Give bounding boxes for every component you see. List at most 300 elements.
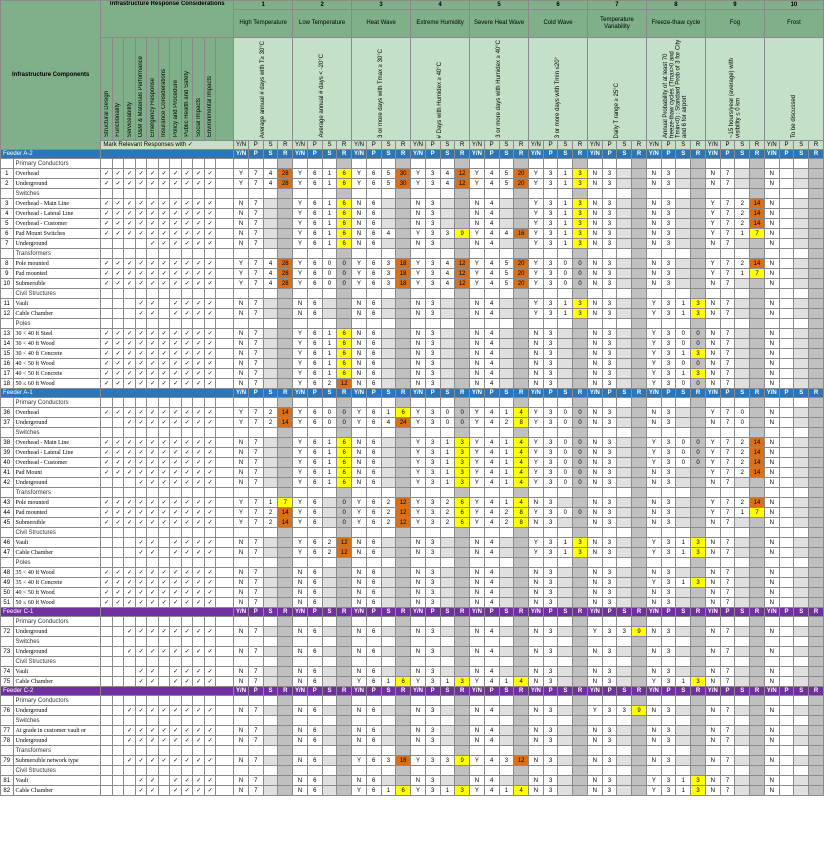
cell — [440, 289, 455, 299]
risk-cell — [750, 418, 765, 428]
cell — [263, 398, 278, 408]
score-cell — [779, 418, 794, 428]
score-cell: 1 — [499, 498, 514, 508]
check-cell: ✓ — [181, 736, 193, 746]
check-cell: ✓ — [193, 588, 205, 598]
yn-cell: N — [352, 706, 367, 716]
score-cell: 5 — [499, 259, 514, 269]
check-cell: ✓ — [181, 169, 193, 179]
cell — [322, 159, 337, 169]
yn-cell: N — [646, 627, 661, 637]
risk-cell: 6 — [337, 199, 352, 209]
yn-cell: Y — [352, 508, 367, 518]
cell — [809, 657, 824, 667]
check-cell: ✓ — [204, 408, 216, 418]
yn-cell: Y — [705, 229, 720, 239]
ynpsr-header: P — [307, 150, 322, 159]
cell — [112, 617, 124, 627]
score-cell: 2 — [499, 518, 514, 528]
ynpsr-header: P — [484, 389, 499, 398]
risk-cell — [573, 726, 588, 736]
risk-cell: 6 — [337, 369, 352, 379]
check-cell: ✓ — [170, 329, 182, 339]
yn-cell: Y — [411, 498, 426, 508]
cell — [691, 766, 706, 776]
cell — [216, 179, 234, 189]
score-cell: 7 — [720, 359, 735, 369]
yn-cell: N — [764, 309, 779, 319]
score-cell: 6 — [366, 647, 381, 657]
yn-cell: N — [646, 259, 661, 269]
yn-cell: N — [764, 418, 779, 428]
risk-cell — [691, 726, 706, 736]
yn-cell: N — [705, 369, 720, 379]
cell — [470, 558, 485, 568]
yn-cell: N — [764, 349, 779, 359]
score-cell — [263, 598, 278, 608]
yn-cell: N — [587, 199, 602, 209]
ynpsr-header: P — [366, 687, 381, 696]
yn-cell: Y — [587, 627, 602, 637]
cell — [543, 766, 558, 776]
score-cell: 3 — [543, 408, 558, 418]
cell — [135, 617, 147, 627]
yn-cell: Y — [705, 269, 720, 279]
yn-cell: Y — [470, 468, 485, 478]
check-cell: ✓ — [204, 726, 216, 736]
ynpsr-header: R — [278, 141, 293, 150]
consideration-label — [204, 38, 216, 141]
cell — [425, 657, 440, 667]
risk-cell: 14 — [750, 209, 765, 219]
score-cell: 6 — [307, 169, 322, 179]
cell — [602, 558, 617, 568]
cell — [779, 696, 794, 706]
risk-cell — [632, 518, 647, 528]
yn-cell: N — [411, 598, 426, 608]
yn-cell: N — [234, 349, 249, 359]
risk-cell: 6 — [455, 498, 470, 508]
yn-cell: Y — [293, 219, 308, 229]
hazard-description-text: # Days with Humidex ≥ 40°C — [436, 61, 443, 138]
score-cell: 3 — [602, 736, 617, 746]
yn-cell: Y — [529, 448, 544, 458]
row-number — [1, 249, 14, 259]
score-cell — [676, 418, 691, 428]
ynpsr-header: Y/N — [529, 141, 544, 150]
check-cell: ✓ — [135, 706, 147, 716]
risk-cell — [573, 667, 588, 677]
score-cell — [735, 647, 750, 657]
score-cell: 3 — [543, 458, 558, 468]
ynpsr-header: P — [779, 141, 794, 150]
score-cell: 6 — [366, 468, 381, 478]
score-cell — [440, 667, 455, 677]
yn-cell: N — [529, 339, 544, 349]
cell — [470, 617, 485, 627]
score-cell: 1 — [263, 498, 278, 508]
ynpsr-header: S — [794, 608, 809, 617]
cell — [646, 159, 661, 169]
cell — [278, 617, 293, 627]
score-cell — [617, 229, 632, 239]
cell — [646, 528, 661, 538]
cell — [691, 189, 706, 199]
score-cell: 3 — [661, 498, 676, 508]
yn-cell: Y — [352, 259, 367, 269]
cell — [352, 319, 367, 329]
risk-cell: 0 — [337, 259, 352, 269]
score-cell — [263, 667, 278, 677]
consideration-label — [170, 38, 182, 141]
ynpsr-header: S — [322, 389, 337, 398]
score-cell: 3 — [425, 408, 440, 418]
cell — [216, 159, 234, 169]
cell — [293, 428, 308, 438]
yn-cell: Y — [529, 179, 544, 189]
component-name: Pole mounted — [13, 498, 101, 508]
cell — [440, 159, 455, 169]
cell — [307, 289, 322, 299]
score-cell: 3 — [602, 299, 617, 309]
check-cell: ✓ — [170, 359, 182, 369]
hazard-name: Heat Wave — [352, 10, 411, 38]
row-number: 37 — [1, 418, 14, 428]
component-row — [1, 199, 824, 209]
score-cell — [558, 339, 573, 349]
ynpsr-header: R — [396, 608, 411, 617]
score-cell: 1 — [322, 169, 337, 179]
risk-cell — [278, 756, 293, 766]
score-cell: 6 — [307, 548, 322, 558]
hazard-name: High Temperature — [234, 10, 293, 38]
cell — [455, 488, 470, 498]
row-number: 72 — [1, 627, 14, 637]
cell — [558, 428, 573, 438]
ynpsr-header: Y/N — [293, 608, 308, 617]
score-cell: 3 — [543, 349, 558, 359]
check-cell: ✓ — [170, 458, 182, 468]
cell — [278, 558, 293, 568]
yn-cell: N — [352, 349, 367, 359]
cell — [676, 696, 691, 706]
cell — [135, 189, 147, 199]
cell — [779, 558, 794, 568]
score-cell: 3 — [602, 468, 617, 478]
component-name: Overhead - Lateral Line — [13, 448, 101, 458]
check-cell: ✓ — [170, 209, 182, 219]
score-cell: 3 — [425, 647, 440, 657]
cell — [216, 598, 234, 608]
score-cell: 7 — [720, 588, 735, 598]
yn-cell: N — [234, 379, 249, 389]
cell — [366, 637, 381, 647]
risk-cell — [396, 339, 411, 349]
yn-cell: N — [646, 199, 661, 209]
cell — [691, 319, 706, 329]
cell — [484, 428, 499, 438]
cell — [307, 558, 322, 568]
ynpsr-header: R — [514, 608, 529, 617]
cell — [307, 766, 322, 776]
cell — [543, 716, 558, 726]
cell — [158, 657, 170, 667]
cell — [735, 319, 750, 329]
score-cell — [617, 508, 632, 518]
ynpsr-header: S — [263, 150, 278, 159]
score-cell: 7 — [248, 568, 263, 578]
risk-cell — [337, 568, 352, 578]
ynpsr-header: Y/N — [234, 608, 249, 617]
cell — [170, 716, 182, 726]
risk-cell — [396, 538, 411, 548]
score-cell — [779, 468, 794, 478]
yn-cell: Y — [293, 468, 308, 478]
score-cell — [676, 706, 691, 716]
risk-cell — [632, 756, 647, 766]
score-cell: 3 — [543, 498, 558, 508]
cell — [170, 558, 182, 568]
score-cell — [617, 339, 632, 349]
score-cell: 7 — [248, 199, 263, 209]
check-cell: ✓ — [101, 458, 113, 468]
cell — [425, 398, 440, 408]
yn-cell: N — [646, 588, 661, 598]
component-row — [1, 169, 824, 179]
risk-cell — [809, 518, 824, 528]
ynpsr-header: P — [543, 141, 558, 150]
cell — [147, 558, 159, 568]
yn-cell: N — [352, 309, 367, 319]
row-number: 8 — [1, 259, 14, 269]
cell — [181, 528, 193, 538]
score-cell: 0 — [440, 418, 455, 428]
cell — [676, 746, 691, 756]
score-cell: 1 — [440, 786, 455, 796]
risk-cell — [750, 169, 765, 179]
check-cell — [101, 239, 113, 249]
score-cell — [779, 239, 794, 249]
hazard-name: Freeze-thaw cycle — [646, 10, 705, 38]
yn-cell: N — [470, 329, 485, 339]
yn-cell: N — [646, 647, 661, 657]
check-cell: ✓ — [193, 169, 205, 179]
risk-cell: 0 — [573, 468, 588, 478]
score-cell: 6 — [366, 259, 381, 269]
hazard-description — [646, 38, 705, 141]
cell — [809, 159, 824, 169]
cell — [216, 776, 234, 786]
risk-cell — [691, 588, 706, 598]
yn-cell: N — [234, 578, 249, 588]
score-cell — [794, 538, 809, 548]
risk-cell: 4 — [514, 408, 529, 418]
score-cell: 7 — [248, 448, 263, 458]
score-cell: 7 — [720, 279, 735, 289]
risk-cell — [455, 568, 470, 578]
risk-cell — [455, 299, 470, 309]
score-cell: 2 — [440, 498, 455, 508]
ynpsr-header: P — [661, 608, 676, 617]
cell — [455, 716, 470, 726]
cell — [234, 428, 249, 438]
cell — [135, 746, 147, 756]
yn-cell: Y — [234, 498, 249, 508]
cell — [322, 657, 337, 667]
consideration-text: Serviceability — [126, 101, 133, 137]
ynpsr-header: R — [455, 687, 470, 696]
cell — [529, 716, 544, 726]
cell — [661, 766, 676, 776]
cell — [234, 637, 249, 647]
cell — [514, 428, 529, 438]
yn-cell: N — [705, 548, 720, 558]
response-considerations-header: Infrastructure Response Considerations — [101, 1, 234, 38]
risk-cell — [396, 369, 411, 379]
check-cell: ✓ — [181, 647, 193, 657]
risk-cell: 6 — [337, 468, 352, 478]
cell — [705, 716, 720, 726]
score-cell — [735, 627, 750, 637]
score-cell — [381, 369, 396, 379]
component-name: Overhead — [13, 408, 101, 418]
score-cell: 7 — [720, 339, 735, 349]
ynpsr-header: Y/N — [587, 687, 602, 696]
ynpsr-header: S — [263, 687, 278, 696]
risk-cell — [455, 736, 470, 746]
score-cell: 1 — [499, 408, 514, 418]
cell — [124, 528, 136, 538]
score-cell — [779, 179, 794, 189]
yn-cell: Y — [411, 438, 426, 448]
risk-cell — [278, 219, 293, 229]
yn-cell: N — [529, 598, 544, 608]
cell — [293, 766, 308, 776]
category-row — [1, 428, 824, 438]
yn-cell: N — [470, 219, 485, 229]
ynpsr-header: Y/N — [529, 687, 544, 696]
check-cell: ✓ — [158, 756, 170, 766]
score-cell: 3 — [425, 578, 440, 588]
cell — [135, 319, 147, 329]
cell — [764, 289, 779, 299]
score-cell — [322, 508, 337, 518]
score-cell: 3 — [381, 259, 396, 269]
cell — [112, 558, 124, 568]
cell — [396, 657, 411, 667]
score-cell — [779, 548, 794, 558]
component-name: Cable Chamber — [13, 786, 101, 796]
component-name: Submersible network type — [13, 756, 101, 766]
score-cell: 3 — [602, 578, 617, 588]
check-cell: ✓ — [124, 199, 136, 209]
check-cell: ✓ — [170, 438, 182, 448]
yn-cell: Y — [705, 259, 720, 269]
cell — [794, 657, 809, 667]
score-cell: 2 — [735, 219, 750, 229]
yn-cell: N — [764, 627, 779, 637]
check-cell: ✓ — [204, 518, 216, 528]
yn-cell: N — [234, 726, 249, 736]
yn-cell: Y — [470, 259, 485, 269]
cell — [455, 558, 470, 568]
hazard-description — [587, 38, 646, 141]
score-cell: 3 — [602, 598, 617, 608]
check-cell: ✓ — [170, 379, 182, 389]
check-cell: ✓ — [112, 209, 124, 219]
score-cell — [440, 339, 455, 349]
score-cell: 4 — [484, 568, 499, 578]
score-cell: 6 — [307, 418, 322, 428]
cell — [112, 319, 124, 329]
ynpsr-header: S — [499, 608, 514, 617]
yn-cell: N — [411, 667, 426, 677]
score-cell: 1 — [558, 538, 573, 548]
cell — [216, 647, 234, 657]
cell — [248, 249, 263, 259]
score-cell: 3 — [661, 369, 676, 379]
check-cell: ✓ — [181, 329, 193, 339]
yn-cell: N — [470, 736, 485, 746]
check-cell: ✓ — [135, 229, 147, 239]
score-cell — [381, 478, 396, 488]
yn-cell: Y — [470, 498, 485, 508]
row-number — [1, 696, 14, 706]
score-cell — [735, 598, 750, 608]
category-label: Primary Conductors — [13, 617, 101, 627]
risk-cell — [396, 468, 411, 478]
risk-cell — [396, 478, 411, 488]
score-cell — [794, 279, 809, 289]
check-cell: ✓ — [181, 508, 193, 518]
cell — [216, 329, 234, 339]
risk-cell: 14 — [278, 518, 293, 528]
check-cell: ✓ — [181, 518, 193, 528]
cell — [529, 617, 544, 627]
check-cell: ✓ — [193, 736, 205, 746]
ynpsr-header: P — [543, 150, 558, 159]
ynpsr-header: Y/N — [646, 389, 661, 398]
score-cell: 7 — [720, 726, 735, 736]
risk-cell — [514, 339, 529, 349]
cell — [558, 249, 573, 259]
cell — [617, 617, 632, 627]
score-cell — [617, 568, 632, 578]
cell — [809, 637, 824, 647]
risk-cell — [809, 199, 824, 209]
ynpsr-header: S — [735, 141, 750, 150]
risk-cell — [691, 229, 706, 239]
ynpsr-header: Y/N — [234, 150, 249, 159]
cell — [307, 398, 322, 408]
cell — [216, 349, 234, 359]
cell — [779, 657, 794, 667]
feeder-label: Feeder C-2 — [1, 687, 101, 696]
yn-cell: Y — [352, 418, 367, 428]
cell — [381, 189, 396, 199]
cell — [691, 398, 706, 408]
check-cell: ✓ — [158, 219, 170, 229]
score-cell: 3 — [425, 339, 440, 349]
cell — [381, 746, 396, 756]
component-name: Pad mounted — [13, 269, 101, 279]
check-cell: ✓ — [101, 498, 113, 508]
score-cell — [676, 259, 691, 269]
ynpsr-header: R — [750, 141, 765, 150]
risk-cell — [455, 598, 470, 608]
yn-cell: N — [352, 219, 367, 229]
score-cell — [499, 548, 514, 558]
